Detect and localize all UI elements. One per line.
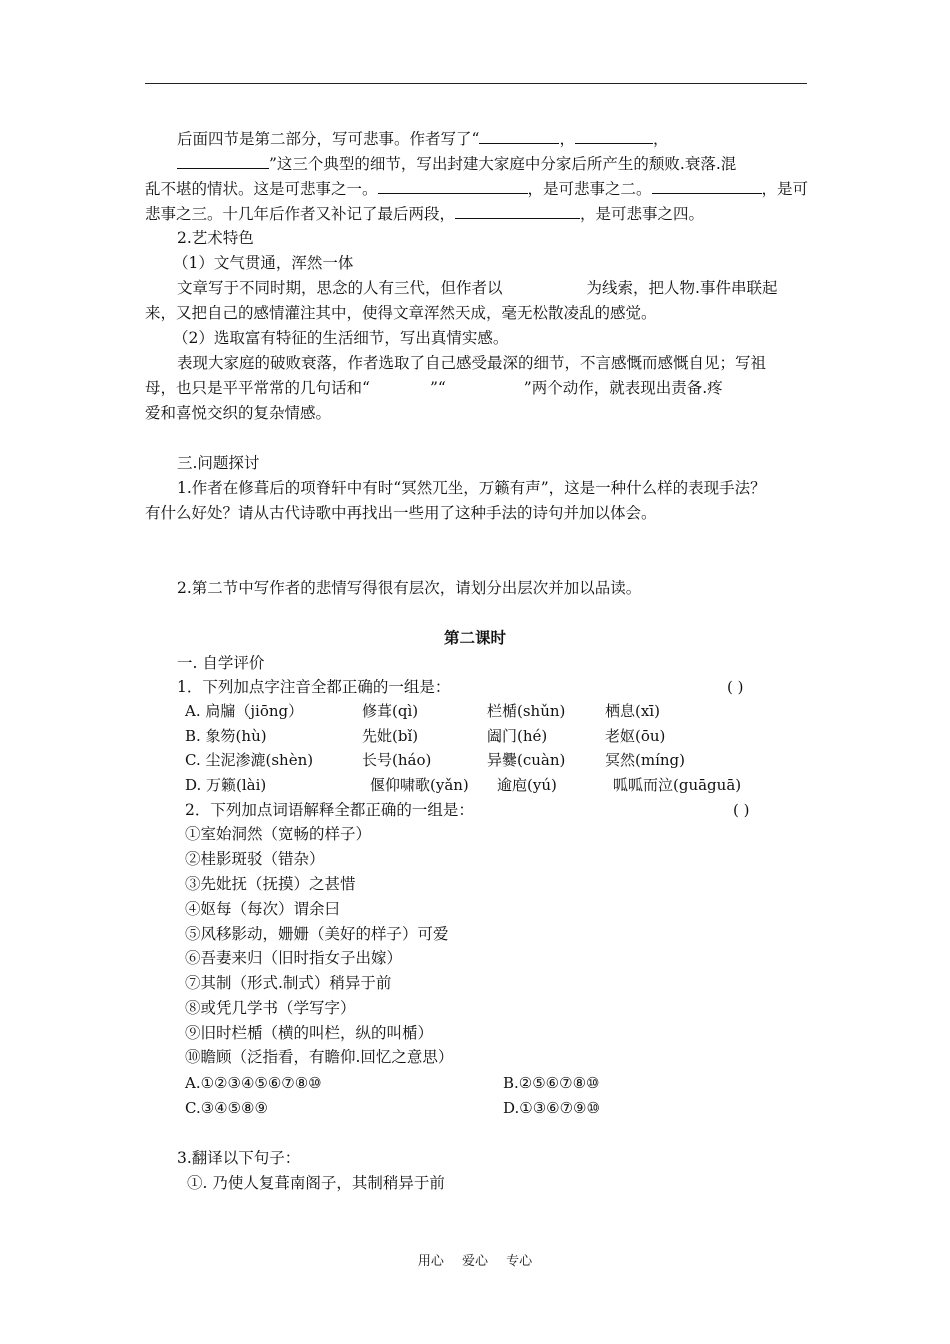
fill-blank bbox=[455, 203, 580, 219]
option-a-2: 修葺(qì) bbox=[362, 702, 419, 720]
option-a-1: A. 扃牖（jiōng） bbox=[185, 702, 304, 720]
text: ”这三个典型的细节，写出封建大家庭中分家后所产生的颓败.衰落.混 bbox=[269, 155, 737, 173]
option-c-1: C. 尘泥渗漉(shèn) bbox=[185, 751, 314, 769]
item-line: ⑨旧时栏楯（横的叫栏，纵的叫楯） bbox=[185, 1024, 434, 1042]
fill-blank bbox=[479, 128, 559, 144]
fill-blank bbox=[575, 128, 653, 144]
item-line: ⑥吾妻来归（旧时指女子出嫁） bbox=[185, 949, 403, 967]
text: 后面四节是第二部分，写可悲事。作者写了“ bbox=[177, 130, 480, 148]
option-d-1: D. 万籁(lài) bbox=[185, 776, 267, 794]
para-line bbox=[145, 203, 704, 224]
answer-option-d: D.①③⑥⑦⑨⑩ bbox=[503, 1099, 600, 1117]
text: ”两个动作，就表现出责备.疼 bbox=[523, 379, 723, 397]
para-line bbox=[177, 278, 777, 298]
footer-text: 专心 bbox=[506, 1254, 533, 1269]
fill-blank bbox=[652, 178, 762, 194]
fill-blank bbox=[378, 178, 528, 194]
sub-heading: （2）选取富有特征的生活细节，写出真情实感。 bbox=[173, 329, 509, 347]
text: ”“ bbox=[429, 379, 446, 397]
text: 为线索，把人物.事件串联起 bbox=[586, 279, 778, 297]
item-line: ②桂影斑驳（错杂） bbox=[185, 850, 325, 868]
text: ，是可 bbox=[761, 180, 809, 198]
item-line: ⑧或凭几学书（学写字） bbox=[185, 999, 356, 1017]
option-c-4: 冥然(míng) bbox=[605, 751, 685, 769]
item-line: ⑦其制（形式.制式）稍异于前 bbox=[185, 974, 392, 992]
question-line: ①. 乃使人复葺南阁子，其制稍异于前 bbox=[187, 1174, 445, 1192]
option-a-4: 栖息(xī) bbox=[605, 702, 660, 720]
item-line: ③先妣抚（抚摸）之甚惜 bbox=[185, 875, 356, 893]
answer-option-a: A.①②③④⑤⑥⑦⑧⑩ bbox=[185, 1074, 322, 1092]
text: ，是可悲事之四。 bbox=[580, 205, 705, 223]
lesson-title: 第二课时 bbox=[443, 629, 506, 647]
section-heading: 一. 自学评价 bbox=[177, 654, 265, 672]
para-line: 来，又把自己的感情灌注其中，使得文章浑然天成，毫无松散凌乱的感觉。 bbox=[145, 304, 657, 322]
para-line bbox=[145, 178, 808, 199]
footer-text: 爱心 bbox=[461, 1254, 488, 1269]
answer-option-b: B.②⑤⑥⑦⑧⑩ bbox=[503, 1074, 600, 1092]
text: ， bbox=[652, 130, 669, 148]
para-line bbox=[145, 378, 723, 398]
sub-heading: （1）文气贯通，浑然一体 bbox=[173, 254, 354, 272]
item-line: ⑩瞻顾（泛指看，有瞻仰.回忆之意思） bbox=[185, 1048, 454, 1066]
para-line: 表现大家庭的破败衰落，作者选取了自己感受最深的细节，不言感慨而感慨自见；写祖 bbox=[177, 354, 767, 372]
question-line: 有什么好处？请从古代诗歌中再找出一些用了这种手法的诗句并加以体会。 bbox=[145, 504, 657, 522]
item-line: ⑤风移影动，姗姗（美好的样子）可爱 bbox=[185, 925, 449, 943]
question-line: 1.作者在修葺后的项脊轩中有时“冥然兀坐，万籁有声”，这是一种什么样的表现手法？ bbox=[177, 479, 766, 497]
page-footer bbox=[0, 1250, 950, 1269]
question-line: 1．下列加点字注音全都正确的一组是： bbox=[177, 678, 451, 696]
option-b-2: 先妣(bǐ) bbox=[362, 727, 419, 745]
para-line bbox=[177, 128, 668, 149]
section-heading: 2.艺术特色 bbox=[177, 229, 254, 247]
answer-paren: ( ) bbox=[733, 801, 750, 819]
option-a-3: 栏楯(shǔn) bbox=[487, 702, 566, 720]
option-d-3: 逾庖(yú) bbox=[497, 776, 557, 794]
para-line bbox=[177, 153, 736, 174]
option-c-3: 异爨(cuàn) bbox=[487, 751, 566, 769]
option-b-3: 阖门(hé) bbox=[487, 727, 548, 745]
fill-blank bbox=[177, 153, 269, 169]
option-d-4: 呱呱而泣(guāguā) bbox=[613, 776, 742, 794]
option-b-1: B. 象笏(hù) bbox=[185, 727, 267, 745]
question-line: 2.第二节中写作者的悲情写得很有层次，请划分出层次并加以品读。 bbox=[177, 579, 642, 597]
option-c-2: 长号(háo) bbox=[362, 751, 432, 769]
text: 悲事之三。十几年后作者又补记了最后两段， bbox=[145, 205, 456, 223]
answer-option-c: C.③④⑤⑧⑨ bbox=[185, 1099, 268, 1117]
text: 文章写于不同时期，思念的人有三代，但作者以 bbox=[177, 279, 503, 297]
footer-text: 用心 bbox=[417, 1254, 444, 1269]
text: 乱不堪的情状。这是可悲事之一。 bbox=[145, 180, 378, 198]
text: 母，也只是平平常常的几句话和“ bbox=[145, 379, 370, 397]
option-d-2: 偃仰啸歌(yǎn) bbox=[370, 776, 469, 794]
item-line: ①室始洞然（宽畅的样子） bbox=[185, 825, 372, 843]
option-b-4: 老妪(ōu) bbox=[605, 727, 666, 745]
answer-paren: ( ) bbox=[727, 678, 744, 696]
section-heading: 三.问题探讨 bbox=[177, 454, 260, 472]
header-rule bbox=[145, 83, 807, 84]
question-line: 2．下列加点词语解释全都正确的一组是： bbox=[185, 801, 474, 819]
item-line: ④妪每（每次）谓余曰 bbox=[185, 900, 341, 918]
question-line: 3.翻译以下句子： bbox=[177, 1149, 301, 1167]
para-line: 爱和喜悦交织的复杂情感。 bbox=[145, 404, 332, 422]
text: ，是可悲事之二。 bbox=[527, 180, 652, 198]
text: ， bbox=[559, 130, 575, 148]
